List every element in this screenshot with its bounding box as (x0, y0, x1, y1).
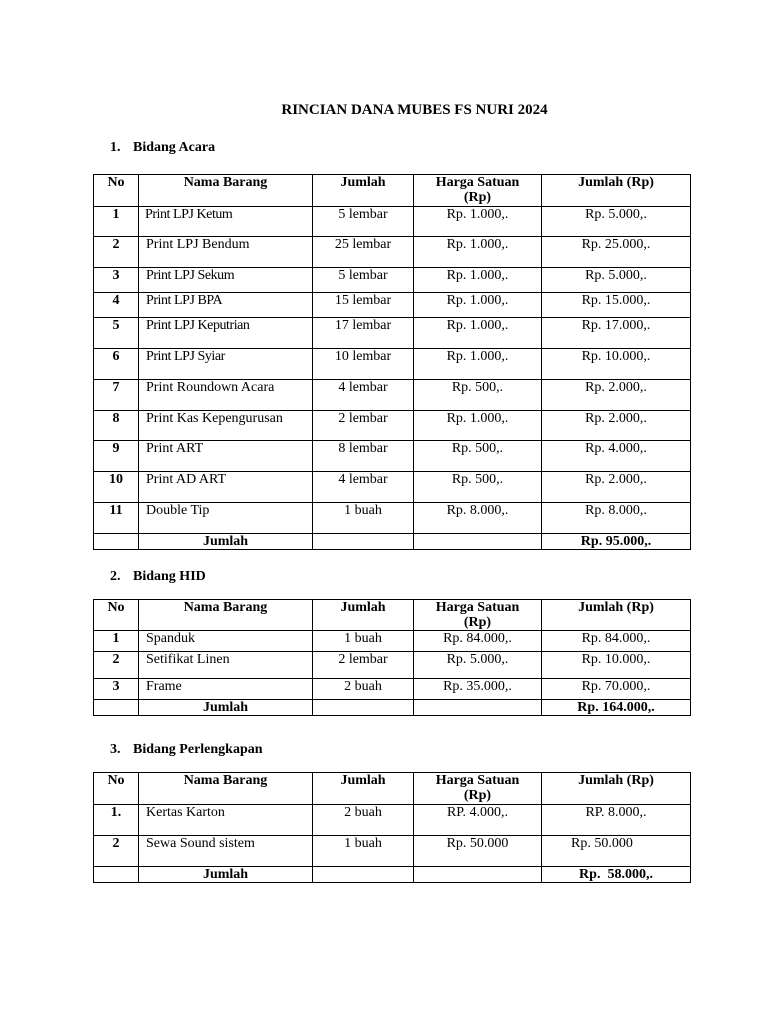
cell-item-name: Print AD ART (139, 472, 313, 503)
total-label: Jumlah (139, 700, 313, 716)
table-row (93, 441, 691, 472)
cell-unit-price: Rp. 1.000,. (414, 349, 542, 380)
table-body (93, 207, 691, 534)
section-title: Bidang Acara (133, 140, 216, 155)
cell-no: 9 (93, 441, 139, 472)
budget-table (93, 599, 691, 716)
document-title: RINCIAN DANA MUBES FS NURI 2024 (281, 102, 548, 118)
cell-quantity: 15 lembar (313, 293, 414, 318)
cell-subtotal: Rp. 70.000,. (542, 679, 691, 700)
table-row (93, 652, 691, 679)
cell-item-name: Setifikat Linen (139, 652, 313, 679)
cell-item-name: Print LPJ Sekum (139, 268, 313, 293)
total-amount: Rp. 164.000,. (542, 700, 691, 716)
cell-unit-price: RP. 4.000,. (414, 805, 542, 836)
cell-item-name: Kertas Karton (139, 805, 313, 836)
cell-item-name: Print LPJ Keputrian (139, 318, 313, 349)
section-heading (110, 742, 263, 758)
table-body (93, 631, 691, 700)
total-empty-cell (414, 534, 542, 550)
cell-no: 4 (93, 293, 139, 318)
table-row (93, 293, 691, 318)
section-heading (110, 140, 215, 156)
cell-no: 7 (93, 380, 139, 411)
total-empty-cell (414, 700, 542, 716)
cell-unit-price: Rp. 50.000 (414, 836, 542, 867)
cell-item-name: Print Kas Kepengurusan (139, 411, 313, 441)
table-row (93, 411, 691, 441)
cell-subtotal: Rp. 25.000,. (542, 237, 691, 268)
cell-unit-price: Rp. 500,. (414, 441, 542, 472)
total-amount: Rp. 95.000,. (542, 534, 691, 550)
column-header-item-name: Nama Barang (139, 175, 313, 207)
table-row (93, 503, 691, 534)
cell-quantity: 1 buah (313, 631, 414, 652)
column-header-subtotal: Jumlah (Rp) (542, 773, 691, 805)
cell-subtotal: Rp. 10.000,. (542, 652, 691, 679)
cell-no: 1 (93, 631, 139, 652)
total-empty-cell (313, 700, 414, 716)
section-title: Bidang HID (133, 569, 206, 584)
cell-quantity: 5 lembar (313, 268, 414, 293)
column-header-no: No (93, 773, 139, 805)
table-header-row (93, 175, 691, 207)
cell-no: 6 (93, 349, 139, 380)
cell-unit-price: Rp. 5.000,. (414, 652, 542, 679)
table-row (93, 207, 691, 237)
cell-item-name: Print LPJ Bendum (139, 237, 313, 268)
cell-quantity: 4 lembar (313, 472, 414, 503)
cell-item-name: Sewa Sound sistem (139, 836, 313, 867)
column-header-subtotal: Jumlah (Rp) (542, 175, 691, 207)
cell-item-name: Spanduk (139, 631, 313, 652)
cell-item-name: Print ART (139, 441, 313, 472)
cell-item-name: Double Tip (139, 503, 313, 534)
cell-quantity: 17 lembar (313, 318, 414, 349)
cell-item-name: Print LPJ Ketum (139, 207, 313, 237)
column-header-unit-price: Harga Satuan (Rp) (414, 600, 542, 631)
cell-no: 3 (93, 679, 139, 700)
table-total-row (93, 867, 691, 883)
cell-no: 10 (93, 472, 139, 503)
section-number: 2. (110, 569, 121, 584)
cell-quantity: 10 lembar (313, 349, 414, 380)
table-row (93, 380, 691, 411)
section-heading (110, 569, 206, 585)
cell-quantity: 2 lembar (313, 652, 414, 679)
cell-quantity: 5 lembar (313, 207, 414, 237)
cell-quantity: 2 buah (313, 679, 414, 700)
total-empty-cell (93, 700, 139, 716)
total-empty-cell (313, 867, 414, 883)
cell-subtotal: Rp. 5.000,. (542, 268, 691, 293)
column-header-quantity: Jumlah (313, 600, 414, 631)
table-row (93, 349, 691, 380)
cell-unit-price: Rp. 1.000,. (414, 411, 542, 441)
table-row (93, 836, 691, 867)
column-header-item-name: Nama Barang (139, 773, 313, 805)
cell-subtotal: Rp. 15.000,. (542, 293, 691, 318)
cell-no: 2 (93, 237, 139, 268)
table-row (93, 631, 691, 652)
cell-unit-price: Rp. 1.000,. (414, 237, 542, 268)
table-row (93, 237, 691, 268)
cell-subtotal: Rp. 4.000,. (542, 441, 691, 472)
cell-no: 8 (93, 411, 139, 441)
table-header-row (93, 600, 691, 631)
cell-no: 11 (93, 503, 139, 534)
cell-quantity: 2 lembar (313, 411, 414, 441)
table-body (93, 805, 691, 867)
cell-unit-price: Rp. 1.000,. (414, 268, 542, 293)
table-total-row (93, 534, 691, 550)
column-header-item-name: Nama Barang (139, 600, 313, 631)
cell-subtotal: Rp. 8.000,. (542, 503, 691, 534)
cell-unit-price: Rp. 1.000,. (414, 207, 542, 237)
cell-unit-price: Rp. 500,. (414, 472, 542, 503)
column-header-subtotal: Jumlah (Rp) (542, 600, 691, 631)
section-number: 1. (110, 140, 121, 155)
budget-table (93, 174, 691, 550)
column-header-quantity: Jumlah (313, 773, 414, 805)
cell-unit-price: Rp. 1.000,. (414, 318, 542, 349)
cell-no: 2 (93, 836, 139, 867)
cell-subtotal: Rp. 2.000,. (542, 472, 691, 503)
cell-unit-price: Rp. 1.000,. (414, 293, 542, 318)
table-row (93, 805, 691, 836)
cell-quantity: 1 buah (313, 836, 414, 867)
cell-item-name: Print Roundown Acara (139, 380, 313, 411)
cell-subtotal: Rp. 2.000,. (542, 380, 691, 411)
table-total-row (93, 700, 691, 716)
total-label: Jumlah (139, 867, 313, 883)
section-number: 3. (110, 742, 121, 757)
cell-quantity: 8 lembar (313, 441, 414, 472)
column-header-unit-price: Harga Satuan (Rp) (414, 175, 542, 207)
cell-no: 5 (93, 318, 139, 349)
cell-unit-price: Rp. 84.000,. (414, 631, 542, 652)
section-title: Bidang Perlengkapan (133, 742, 263, 757)
cell-no: 2 (93, 652, 139, 679)
total-empty-cell (313, 534, 414, 550)
column-header-quantity: Jumlah (313, 175, 414, 207)
column-header-no: No (93, 600, 139, 631)
cell-quantity: 2 buah (313, 805, 414, 836)
column-header-no: No (93, 175, 139, 207)
cell-unit-price: Rp. 8.000,. (414, 503, 542, 534)
total-empty-cell (414, 867, 542, 883)
budget-table (93, 772, 691, 883)
cell-subtotal: Rp. 84.000,. (542, 631, 691, 652)
cell-unit-price: Rp. 35.000,. (414, 679, 542, 700)
total-label: Jumlah (139, 534, 313, 550)
total-empty-cell (93, 867, 139, 883)
cell-quantity: 4 lembar (313, 380, 414, 411)
cell-no: 1. (93, 805, 139, 836)
cell-item-name: Print LPJ BPA (139, 293, 313, 318)
total-amount: Rp. 58.000,. (542, 867, 691, 883)
column-header-unit-price: Harga Satuan (Rp) (414, 773, 542, 805)
cell-subtotal: Rp. 17.000,. (542, 318, 691, 349)
table-row (93, 318, 691, 349)
cell-subtotal: RP. 8.000,. (542, 805, 691, 836)
table-row (93, 268, 691, 293)
cell-subtotal: Rp. 10.000,. (542, 349, 691, 380)
cell-no: 1 (93, 207, 139, 237)
cell-quantity: 25 lembar (313, 237, 414, 268)
total-empty-cell (93, 534, 139, 550)
cell-subtotal: Rp. 50.000 (542, 836, 691, 867)
cell-no: 3 (93, 268, 139, 293)
cell-item-name: Print LPJ Syiar (139, 349, 313, 380)
table-header-row (93, 773, 691, 805)
cell-subtotal: Rp. 5.000,. (542, 207, 691, 237)
cell-unit-price: Rp. 500,. (414, 380, 542, 411)
table-row (93, 472, 691, 503)
cell-item-name: Frame (139, 679, 313, 700)
cell-subtotal: Rp. 2.000,. (542, 411, 691, 441)
table-row (93, 679, 691, 700)
cell-quantity: 1 buah (313, 503, 414, 534)
